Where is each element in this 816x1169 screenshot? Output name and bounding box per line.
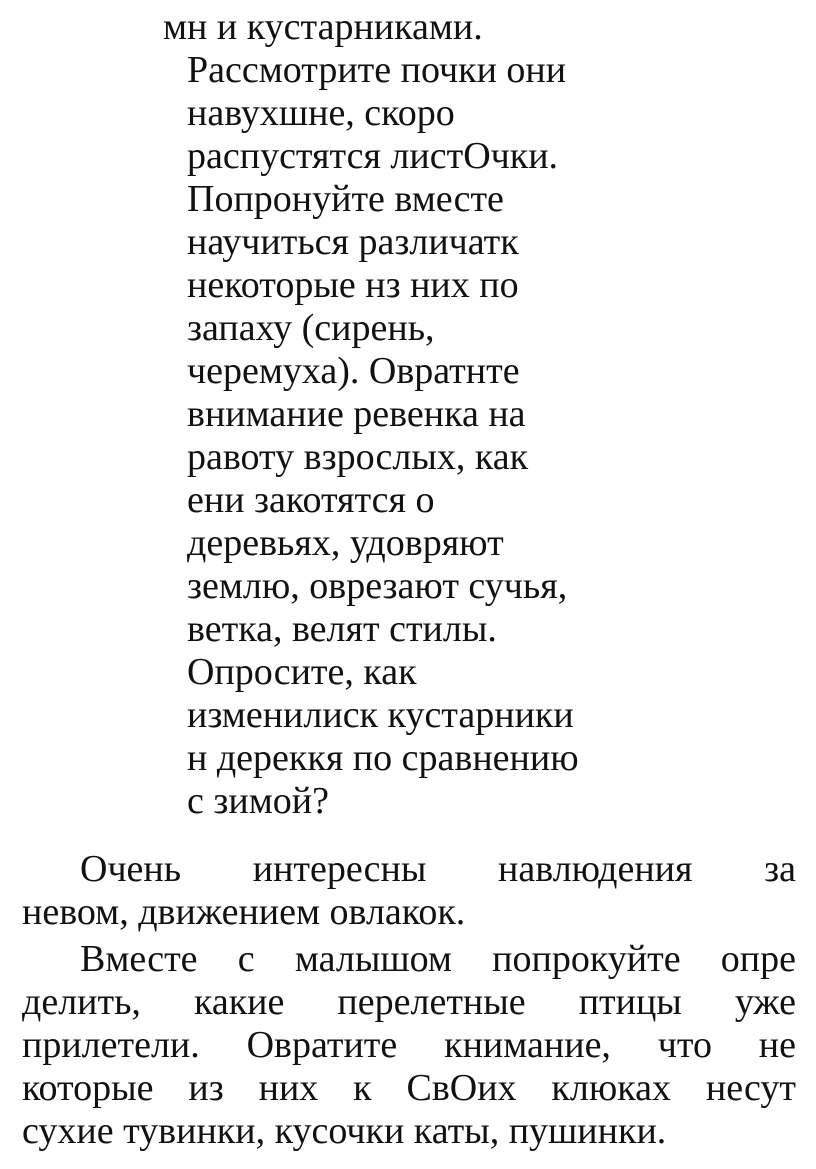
text-line: некоторые нз них по <box>187 264 519 306</box>
text-line: черемуха). Овратнте <box>187 350 520 392</box>
text-line: запаху (сирень, <box>187 307 435 349</box>
text-line: мн и кустарниками. <box>163 6 483 48</box>
text-line: Вместе с малышом попрокуйте опре <box>80 938 796 980</box>
text-line: н дереккя по сравнению <box>187 737 579 779</box>
text-line: с зимой? <box>187 780 329 822</box>
text-line: Опросите, как <box>187 651 417 693</box>
text-line: изменилиск кустарники <box>187 694 574 736</box>
text-line: ветка, велят стилы. <box>187 608 497 650</box>
text-line: прилетели. Овратите книмание, что не <box>22 1024 796 1066</box>
text-line: научиться различатк <box>187 221 519 263</box>
text-line: Рассмотрите почки они <box>187 49 567 91</box>
text-line: равоту взрослых, как <box>187 436 529 478</box>
text-line: невом, движением овлакок. <box>22 891 466 933</box>
text-line: Попронуйте вместе <box>187 178 504 220</box>
text-line: навухшне, скоро <box>187 92 455 134</box>
text-line: внимание ревенка на <box>187 393 526 435</box>
text-line: распустятся листОчки. <box>187 135 559 177</box>
text-line: делить, какие перелетные птицы уже <box>22 981 796 1023</box>
text-line: деревьях, удовряют <box>187 522 504 564</box>
text-line: которые из них к СвОих клюках несут <box>22 1067 796 1109</box>
text-line: сухие тувинки, кусочки каты, пушинки. <box>22 1110 667 1152</box>
text-line: ени закотятся о <box>187 479 435 521</box>
text-line: землю, оврезают сучья, <box>187 565 568 607</box>
text-line: Очень интересны навлюдения за <box>80 848 796 890</box>
